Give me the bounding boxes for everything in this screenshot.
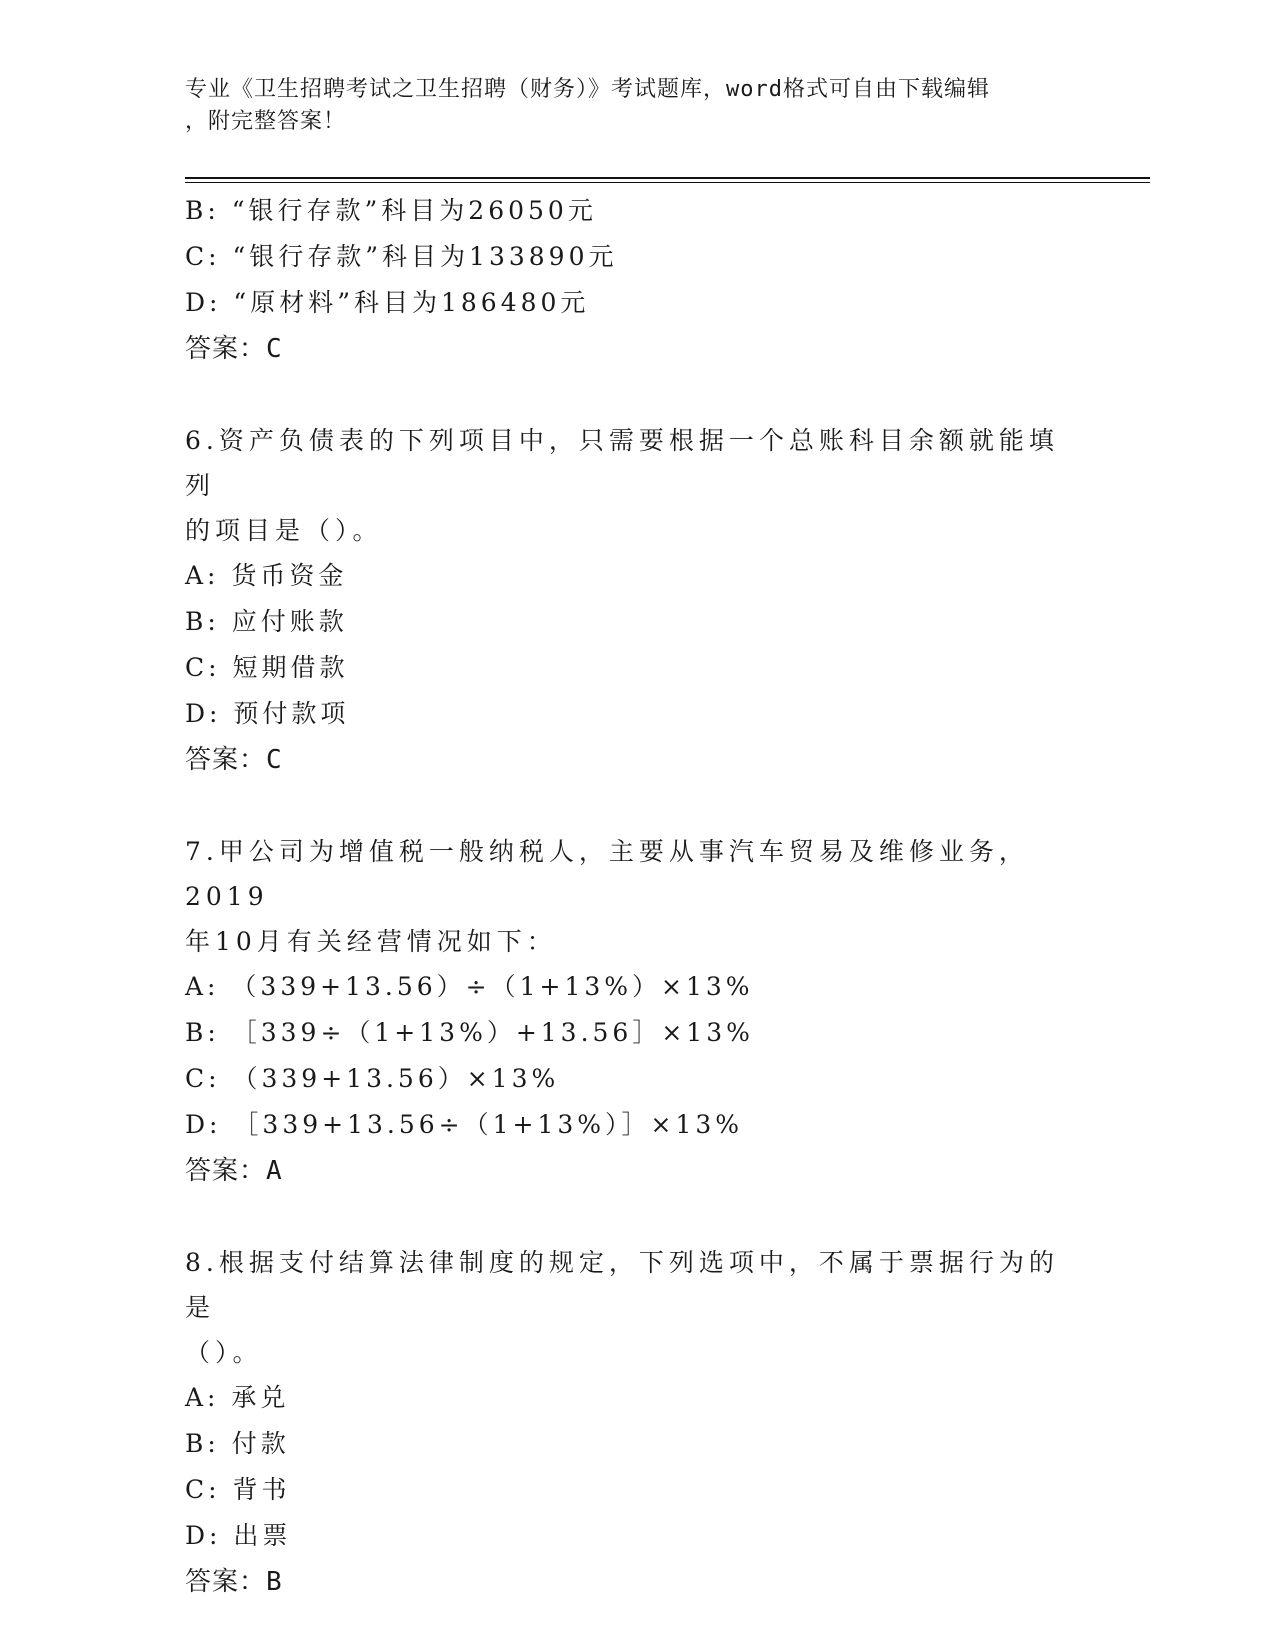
option-a: A: 承兑 (185, 1383, 290, 1412)
question-stem-line-1: 8.根据支付结算法律制度的规定，下列选项中，不属于票据行为的是 (185, 1248, 1059, 1322)
question-8 (185, 1240, 1085, 1605)
option-b: B: 付款 (185, 1429, 290, 1458)
question-list (185, 188, 1085, 1605)
option-c: C: （339+13.56）×13% (185, 1064, 560, 1093)
answer: 答案：A (185, 1156, 283, 1186)
question-7 (185, 829, 1085, 1194)
header-divider-thick (185, 177, 1150, 179)
option-d: D: “原材料”科目为186480元 (185, 288, 590, 317)
option-c: C: 短期借款 (185, 653, 349, 682)
option-b: B: ［339÷（1+13%）+13.56］×13% (185, 1018, 754, 1047)
option-b: B: “银行存款”科目为26050元 (185, 196, 597, 225)
option-c: C: “银行存款”科目为133890元 (185, 242, 618, 271)
option-a: A: 货币资金 (185, 561, 348, 590)
question-5 (185, 188, 1085, 372)
question-stem (185, 418, 1085, 553)
answer: 答案：C (185, 334, 283, 364)
document-header (185, 74, 1065, 138)
question-stem (185, 1240, 1085, 1375)
question-stem (185, 829, 1085, 964)
question-stem-line-2: 的项目是（）。 (185, 516, 383, 545)
question-stem-line-2: 年10月有关经营情况如下： (185, 927, 557, 956)
answer: 答案：B (185, 1567, 283, 1597)
question-stem-line-2: （）。 (185, 1338, 263, 1367)
option-d: D: ［339+13.56÷（1+13%）］×13% (185, 1110, 744, 1139)
option-a: A: （339+13.56）÷（1+13%）×13% (185, 972, 754, 1001)
header-line-2: ，附完整答案！ (185, 109, 347, 134)
option-c: C: 背书 (185, 1475, 291, 1504)
option-d: D: 出票 (185, 1521, 292, 1550)
option-b: B: 应付账款 (185, 607, 348, 636)
option-d: D: 预付款项 (185, 699, 350, 728)
question-stem-line-1: 7.甲公司为增值税一般纳税人，主要从事汽车贸易及维修业务，2019 (185, 837, 1029, 911)
question-stem-line-1: 6.资产负债表的下列项目中，只需要根据一个总账科目余额就能填列 (185, 426, 1059, 500)
header-divider-thin (185, 182, 1150, 183)
answer: 答案：C (185, 745, 283, 775)
header-line-1: 专业《卫生招聘考试之卫生招聘（财务）》考试题库，word格式可自由下载编辑 (185, 77, 990, 102)
question-6 (185, 418, 1085, 783)
